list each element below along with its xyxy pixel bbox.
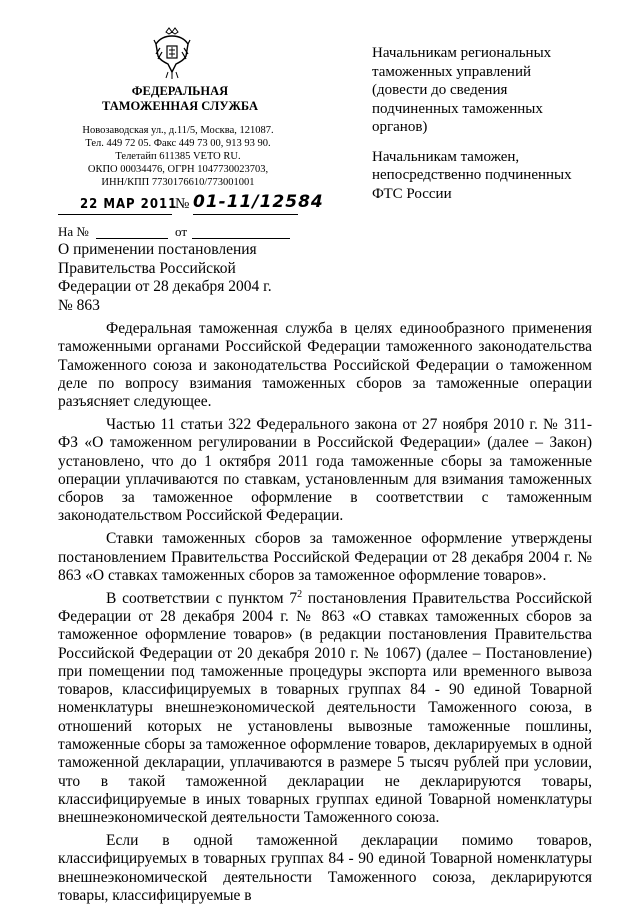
contact-details bbox=[58, 124, 298, 189]
subject-line: № 863 bbox=[58, 296, 100, 314]
subject-line: Правительства Российской bbox=[58, 259, 236, 277]
document-number: 01-11/12584 bbox=[193, 192, 324, 212]
contact-line: Телетайп 611385 VETO RU. bbox=[115, 151, 241, 162]
number-underline bbox=[193, 214, 298, 215]
reference-underline bbox=[96, 238, 168, 239]
subject-line: О применении постановления bbox=[58, 241, 257, 258]
organization-name bbox=[70, 84, 290, 114]
body-paragraph: Если в одной таможенной декларации помимо товаров, классифицируемых в товарных группах 84 - 90 единой Товарной номенклатуры внешнеэкономической деятельности Таможенного союза, декларируются товары, классифицируемые в bbox=[58, 832, 592, 904]
superscript: 2 bbox=[297, 588, 303, 600]
contact-line: Новозаводская ул., д.11/5, Москва, 121087. bbox=[82, 125, 274, 136]
document-date: 22 МАР 2011 bbox=[80, 197, 178, 212]
subject-line: Федерации от 28 декабря 2004 г. bbox=[58, 278, 272, 295]
coat-of-arms-icon bbox=[152, 26, 192, 80]
number-label: № bbox=[175, 196, 190, 212]
contact-line: ИНН/КПП 7730176610/773001001 bbox=[101, 177, 255, 188]
date-underline bbox=[58, 214, 172, 215]
addressee-regional: Начальникам региональных таможенных управлений (довести до сведения подчиненных таможенных органов) bbox=[372, 45, 552, 135]
org-line-1: ФЕДЕРАЛЬНАЯ bbox=[131, 84, 229, 98]
body-paragraph: Федеральная таможенная служба в целях единообразного применения таможенными органами Российской Федерации таможенного законодательства Таможенного союза и законодательства Российской Федерации о таможенном деле по вопросу взимания таможенных сборов за таможенные операции разъясняет следующее. bbox=[58, 320, 592, 411]
contact-line: ОКПО 00034476, ОГРН 1047730023703, bbox=[87, 164, 269, 175]
contact-line: Тел. 449 72 05. Факс 449 73 00, 913 93 90. bbox=[85, 138, 271, 149]
from-underline bbox=[192, 238, 290, 239]
org-line-2: ТАМОЖЕННАЯ СЛУЖБА bbox=[102, 99, 258, 113]
body-paragraph: В соответствии с пунктом $7^2$ постановления Правительства Российской Федерации от 28 декабря 2004 г. № 863 «О ставках таможенных сборов за таможенное оформление товаров» (в редакции постановления Правительства Российской Федерации от 20 декабря 2010 г. № 1067) (далее – Постановление) при помещении под таможенные процедуры экспорта или временного вывоза товаров, классифицируемых в товарных группах 84 - 90 единой Товарной номенклатуры внешнеэкономической деятельности Таможенного союза, в отношений которых не установлены вывозные таможенные пошлины, таможенные сборы за таможенное оформление товаров, декларируемых в одной таможенной декларации, уплачиваются в размере 5 тысяч рублей при условии, что в такой таможенной декларации не декларируются товары, классифицируемые в иных товарных группах единой Товарной номенклатуры внешнеэкономической деятельности Таможенного союза. bbox=[58, 588, 592, 827]
reference-label: На № bbox=[58, 224, 89, 239]
addressee-block bbox=[372, 44, 612, 214]
body-paragraph: Частью 11 статьи 322 Федерального закона от 27 ноября 2010 г. № 311-ФЗ «О таможенном регулировании в Российской Федерации» (далее – Закон) установлено, что до 1 октября 2011 года таможенные сборы за таможенные операции уплачиваются по ставкам, установленным для взимания таможенных сборов за таможенное оформление в соответствии с таможенным законодательством Российской Федерации. bbox=[58, 415, 592, 525]
body-paragraph: Ставки таможенных сборов за таможенное оформление утверждены постановлением Правительства Российской Федерации от 28 декабря 2004 г. № 863 «О ставках таможенных сборов за таможенное оформление товаров». bbox=[58, 530, 592, 584]
subject-heading bbox=[58, 241, 318, 315]
letter-body bbox=[58, 320, 592, 910]
addressee-customs: Начальникам таможен, непосредственно подчиненных ФТС России bbox=[372, 148, 572, 202]
from-label: от bbox=[175, 224, 188, 239]
